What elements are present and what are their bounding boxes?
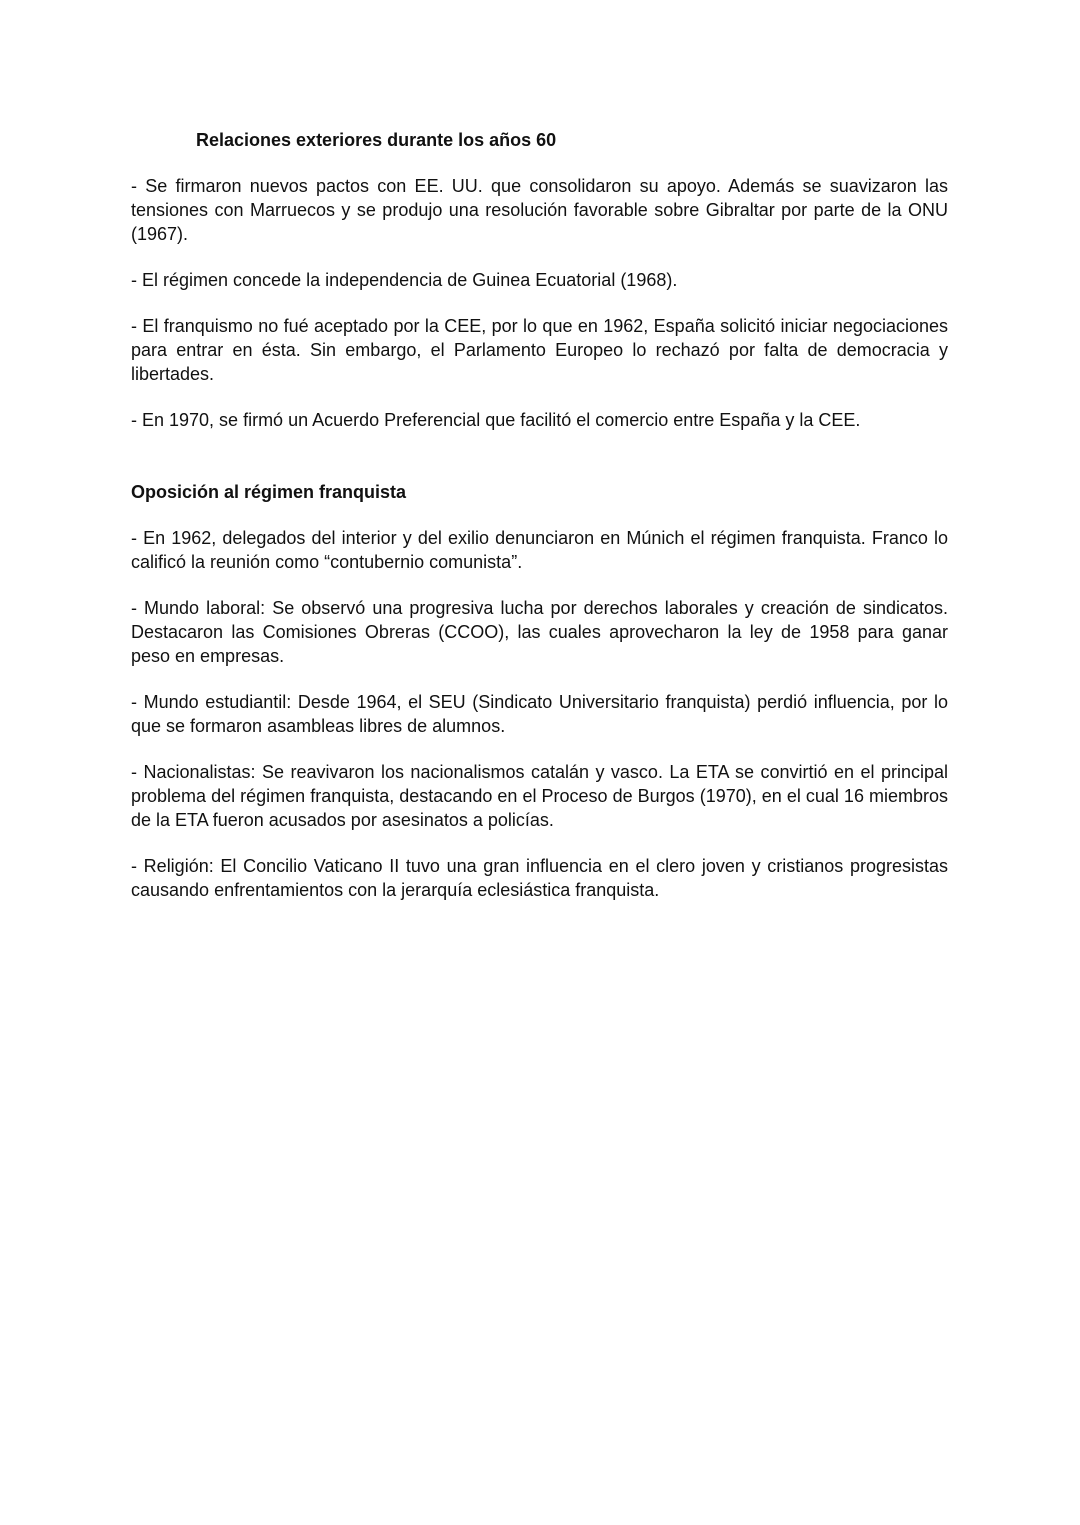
paragraph: - En 1962, delegados del interior y del exilio denunciaron en Múnich el régimen franquista. Franco lo calificó la reunión como “contubernio comunista”. — [131, 528, 948, 572]
paragraph: - En 1970, se firmó un Acuerdo Preferencial que facilitó el comercio entre España y la CEE. — [131, 410, 861, 430]
section-heading: Relaciones exteriores durante los años 60 — [196, 130, 557, 150]
section-foreign-relations — [131, 128, 948, 432]
paragraph: - El franquismo no fué aceptado por la CEE, por lo que en 1962, España solicitó iniciar negociaciones para entrar en ésta. Sin embargo, el Parlamento Europeo lo rechazó por falta de democracia y libertades. — [131, 316, 948, 384]
section-heading: Oposición al régimen franquista — [131, 482, 407, 502]
section-opposition — [131, 480, 948, 902]
paragraph: - El régimen concede la independencia de Guinea Ecuatorial (1968). — [131, 270, 678, 290]
document-content — [131, 128, 948, 924]
paragraph: - Mundo estudiantil: Desde 1964, el SEU (Sindicato Universitario franquista) perdió influencia, por lo que se formaron asambleas libres de alumnos. — [131, 692, 948, 736]
paragraph: - Se firmaron nuevos pactos con EE. UU. que consolidaron su apoyo. Además se suavizaron las tensiones con Marruecos y se produjo una resolución favorable sobre Gibraltar por parte de la ONU (1967). — [131, 176, 948, 244]
paragraph: - Nacionalistas: Se reavivaron los nacionalismos catalán y vasco. La ETA se convirtió en el principal problema del régimen franquista, destacando en el Proceso de Burgos (1970), en el cual 16 miembros de la ETA fueron acusados por asesinatos a policías. — [131, 762, 948, 830]
paragraph: - Religión: El Concilio Vaticano II tuvo una gran influencia en el clero joven y cristianos progresistas causando enfrentamientos con la jerarquía eclesiástica franquista. — [131, 856, 948, 900]
paragraph: - Mundo laboral: Se observó una progresiva lucha por derechos laborales y creación de sindicatos. Destacaron las Comisiones Obreras (CCOO), las cuales aprovecharon la ley de 1958 para ganar peso en empresas. — [131, 598, 948, 666]
